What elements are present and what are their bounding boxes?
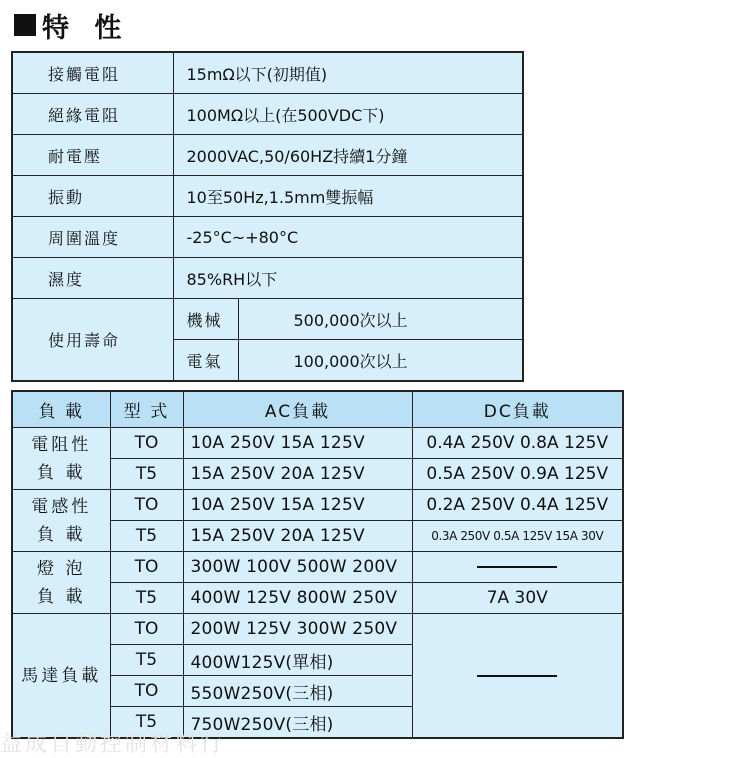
characteristics-table <box>11 51 524 382</box>
spec-label: 耐電壓 <box>12 135 173 176</box>
type-cell: T5 <box>110 583 183 614</box>
load-table <box>11 390 624 739</box>
load-group-resistive <box>12 428 110 490</box>
type-cell: TO <box>110 552 183 583</box>
ac-cell: 550W250V(三相) <box>183 676 412 707</box>
life-electrical-label: 電氣 <box>173 340 238 382</box>
load-group-lamp <box>12 552 110 614</box>
load-group-label: 電阻性 <box>31 434 92 455</box>
watermark: 益成自動控制材料行 <box>0 732 226 757</box>
dc-cell-dash <box>412 614 623 739</box>
type-cell: TO <box>110 676 183 707</box>
type-cell: TO <box>110 614 183 645</box>
table-row <box>12 299 523 340</box>
dash-line-icon <box>477 566 557 568</box>
table-row <box>12 614 623 645</box>
spec-label: 接觸電阻 <box>12 52 173 94</box>
dc-cell: 0.5A 250V 0.9A 125V <box>412 459 623 490</box>
section-title <box>14 6 129 44</box>
load-group-label: 負 載 <box>37 586 86 607</box>
ac-cell: 15A 250V 20A 125V <box>183 459 412 490</box>
life-mechanical-label: 機械 <box>173 299 238 340</box>
load-group-label: 負 載 <box>37 524 86 545</box>
type-cell: T5 <box>110 707 183 739</box>
load-group-label: 負 載 <box>37 462 86 483</box>
life-electrical-value: 100,000次以上 <box>238 340 523 382</box>
black-square-icon <box>14 14 36 36</box>
ac-cell: 200W 125V 300W 250V <box>183 614 412 645</box>
spec-value: 85%RH以下 <box>173 258 523 299</box>
spec-value: 2000VAC,50/60HZ持續1分鐘 <box>173 135 523 176</box>
load-group-motor <box>12 614 110 739</box>
ac-cell: 400W125V(單相) <box>183 645 412 676</box>
table-row <box>12 552 623 583</box>
section-title-text: 特 性 <box>42 12 130 44</box>
dc-cell: 0.3A 250V 0.5A 125V 15A 30V <box>412 521 623 552</box>
table-row <box>12 258 523 299</box>
type-cell: TO <box>110 428 183 459</box>
life-label: 使用壽命 <box>12 299 173 382</box>
spec-label: 絕緣電阻 <box>12 94 173 135</box>
header-type: 型 式 <box>110 391 183 428</box>
type-cell: T5 <box>110 521 183 552</box>
table-row <box>12 490 623 521</box>
spec-value: 100MΩ以上(在500VDC下) <box>173 94 523 135</box>
header-dc: DC負載 <box>412 391 623 428</box>
dc-cell: 0.4A 250V 0.8A 125V <box>412 428 623 459</box>
table-row <box>12 52 523 94</box>
table-row <box>12 94 523 135</box>
life-mechanical-value: 500,000次以上 <box>238 299 523 340</box>
load-group-label: 燈 泡 <box>37 558 86 579</box>
dash-line-icon <box>477 675 557 677</box>
ac-cell: 750W250V(三相) <box>183 707 412 739</box>
spec-value: 10至50Hz,1.5mm雙振幅 <box>173 176 523 217</box>
header-ac: AC負載 <box>183 391 412 428</box>
ac-cell: 400W 125V 800W 250V <box>183 583 412 614</box>
ac-cell: 300W 100V 500W 200V <box>183 552 412 583</box>
spec-value: -25°C~+80°C <box>173 217 523 258</box>
table-row <box>12 176 523 217</box>
table-header-row <box>12 391 623 428</box>
dc-cell: 0.2A 250V 0.4A 125V <box>412 490 623 521</box>
spec-label: 振動 <box>12 176 173 217</box>
table-row <box>12 217 523 258</box>
ac-cell: 15A 250V 20A 125V <box>183 521 412 552</box>
ac-cell: 10A 250V 15A 125V <box>183 490 412 521</box>
spec-label: 濕度 <box>12 258 173 299</box>
dc-cell-dash <box>412 552 623 583</box>
load-group-label: 電感性 <box>31 496 92 517</box>
type-cell: T5 <box>110 645 183 676</box>
spec-value: 15mΩ以下(初期值) <box>173 52 523 94</box>
spec-label: 周圍溫度 <box>12 217 173 258</box>
table-row <box>12 428 623 459</box>
type-cell: T5 <box>110 459 183 490</box>
table-row <box>12 135 523 176</box>
ac-cell: 10A 250V 15A 125V <box>183 428 412 459</box>
dc-cell: 7A 30V <box>412 583 623 614</box>
type-cell: TO <box>110 490 183 521</box>
load-group-label: 馬達負載 <box>21 665 102 686</box>
header-load: 負 載 <box>12 391 110 428</box>
load-group-inductive <box>12 490 110 552</box>
